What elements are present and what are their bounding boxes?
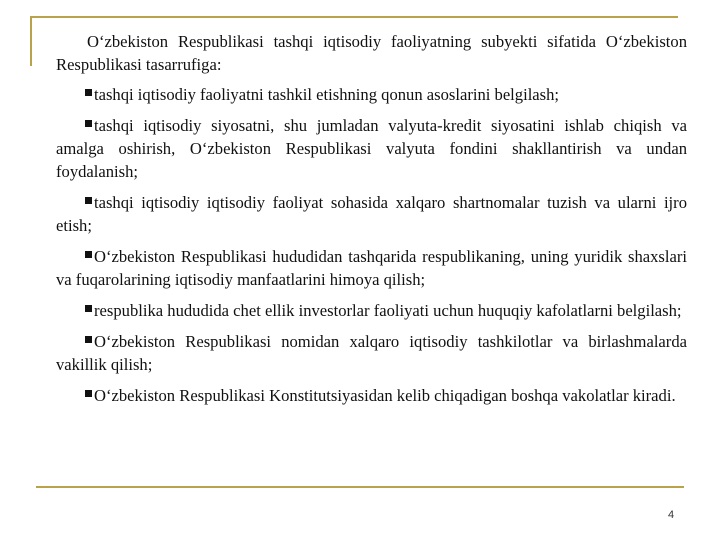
list-item <box>56 114 687 183</box>
square-bullet-icon <box>85 251 92 258</box>
list-item <box>56 330 687 376</box>
list-item <box>56 299 687 322</box>
square-bullet-icon <box>85 390 92 397</box>
top-divider <box>30 16 678 18</box>
list-item <box>56 191 687 237</box>
square-bullet-icon <box>85 305 92 312</box>
list-item-text: tashqi iqtisodiy iqtisodiy faoliyat sohasida xalqaro shartnomalar tuzish va ularni ijro etish; <box>56 193 687 235</box>
list-item-text: respublika hududida chet ellik investorlar faoliyati uchun huquqiy kafolatlarni belgilash; <box>94 301 682 320</box>
list-item-text: tashqi iqtisodiy siyosatni, shu jumladan valyuta-kredit siyosatini ishlab chiqish va amalga oshirish, O‘zbekiston Respublikasi valyuta fondini shakllantirish va undan foydalanish; <box>56 116 687 181</box>
list-item <box>56 384 687 407</box>
bottom-divider <box>36 486 684 488</box>
list-item-text: tashqi iqtisodiy faoliyatni tashkil etishning qonun asoslarini belgilash; <box>94 85 560 104</box>
list-item-text: O‘zbekiston Respublikasi nomidan xalqaro iqtisodiy tashkilotlar va birlashmalarda vakillik qilish; <box>56 332 687 374</box>
square-bullet-icon <box>85 336 92 343</box>
square-bullet-icon <box>85 120 92 127</box>
list-item <box>56 83 687 106</box>
square-bullet-icon <box>85 89 92 96</box>
intro-paragraph: O‘zbekiston Respublikasi tashqi iqtisodiy faoliyatning subyekti sifatida O‘zbekiston Respublikasi tasarrufiga: <box>56 32 687 74</box>
list-item-text: O‘zbekiston Respublikasi hududidan tashqarida respublikaning, uning yuridik shaxslari va fuqarolarining iqtisodiy manfaatlarini himoya qilish; <box>56 247 687 289</box>
list-item-text: O‘zbekiston Respublikasi Konstitutsiyasidan kelib chiqadigan boshqa vakolatlar kiradi. <box>94 386 676 405</box>
slide-content <box>56 30 687 415</box>
list-item <box>56 245 687 291</box>
left-divider <box>30 16 32 66</box>
page-number: 4 <box>668 509 675 521</box>
square-bullet-icon <box>85 197 92 204</box>
